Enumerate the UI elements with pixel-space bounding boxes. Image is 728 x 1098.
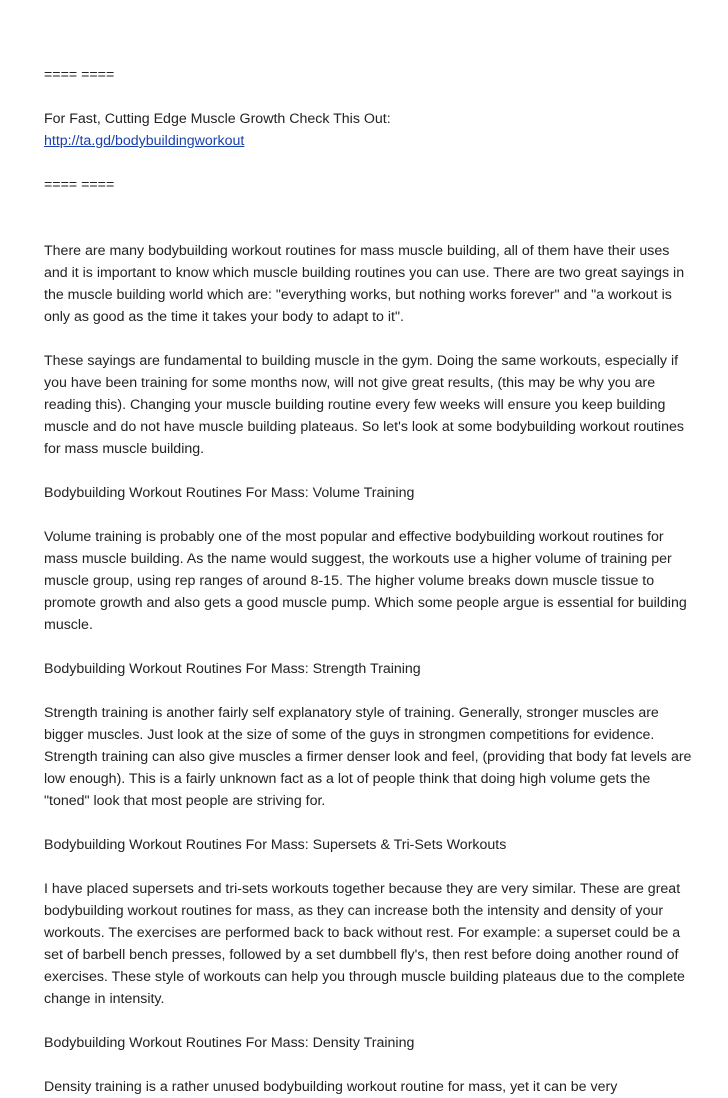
paragraph-sayings: These sayings are fundamental to building muscle in the gym. Doing the same workouts, especially if you have been training for some months now, will not give great results, (this may be why you are reading this). Changing your muscle building routine every few weeks will ensure you keep building muscle and do not have muscle building plateaus. So let's look at some bodybuilding workout routines for mass muscle building. — [44, 353, 684, 457]
divider-bottom: ==== ==== — [44, 177, 115, 193]
promo-text: For Fast, Cutting Edge Muscle Growth Check This Out: — [44, 111, 391, 127]
paragraph-density-training: Density training is a rather unused bodybuilding workout routine for mass, yet it can be very — [44, 1079, 618, 1095]
heading-volume-training: Bodybuilding Workout Routines For Mass: Volume Training — [44, 485, 415, 501]
document-content — [44, 64, 694, 1098]
heading-strength-training: Bodybuilding Workout Routines For Mass: Strength Training — [44, 661, 421, 677]
heading-supersets: Bodybuilding Workout Routines For Mass: Supersets & Tri-Sets Workouts — [44, 837, 507, 853]
promo-link[interactable]: http://ta.gd/bodybuildingworkout — [44, 133, 245, 149]
paragraph-strength-training: Strength training is another fairly self explanatory style of training. Generally, stronger muscles are bigger muscles. Just look at the size of some of the guys in strongmen competitions for evidence. Strength training can also give muscles a firmer denser look and feel, (providing that body fat levels are low enough). This is a fairly unknown fact as a lot of people think that doing high volume gets the "toned" look that most people are striving for. — [44, 705, 692, 809]
paragraph-supersets: I have placed supersets and tri-sets workouts together because they are very similar. These are great bodybuilding workout routines for mass, as they can increase both the intensity and density of your workouts. The exercises are performed back to back without rest. For example: a superset could be a set of barbell bench presses, followed by a set dumbbell fly's, then rest before doing another round of exercises. These style of workouts can help you through muscle building plateaus due to the complete change in intensity. — [44, 881, 685, 1007]
divider-top: ==== ==== — [44, 67, 115, 83]
paragraph-volume-training: Volume training is probably one of the most popular and effective bodybuilding workout routines for mass muscle building. As the name would suggest, the workouts use a higher volume of training per muscle group, using rep ranges of around 8-15. The higher volume breaks down muscle tissue to promote growth and also gets a good muscle pump. Which some people argue is essential for building muscle. — [44, 529, 687, 633]
heading-density-training: Bodybuilding Workout Routines For Mass: Density Training — [44, 1035, 415, 1051]
paragraph-intro: There are many bodybuilding workout routines for mass muscle building, all of them have their uses and it is important to know which muscle building routines you can use. There are two great sayings in the muscle building world which are: "everything works, but nothing works forever" and "a workout is only as good as the time it takes your body to adapt to it". — [44, 243, 685, 325]
